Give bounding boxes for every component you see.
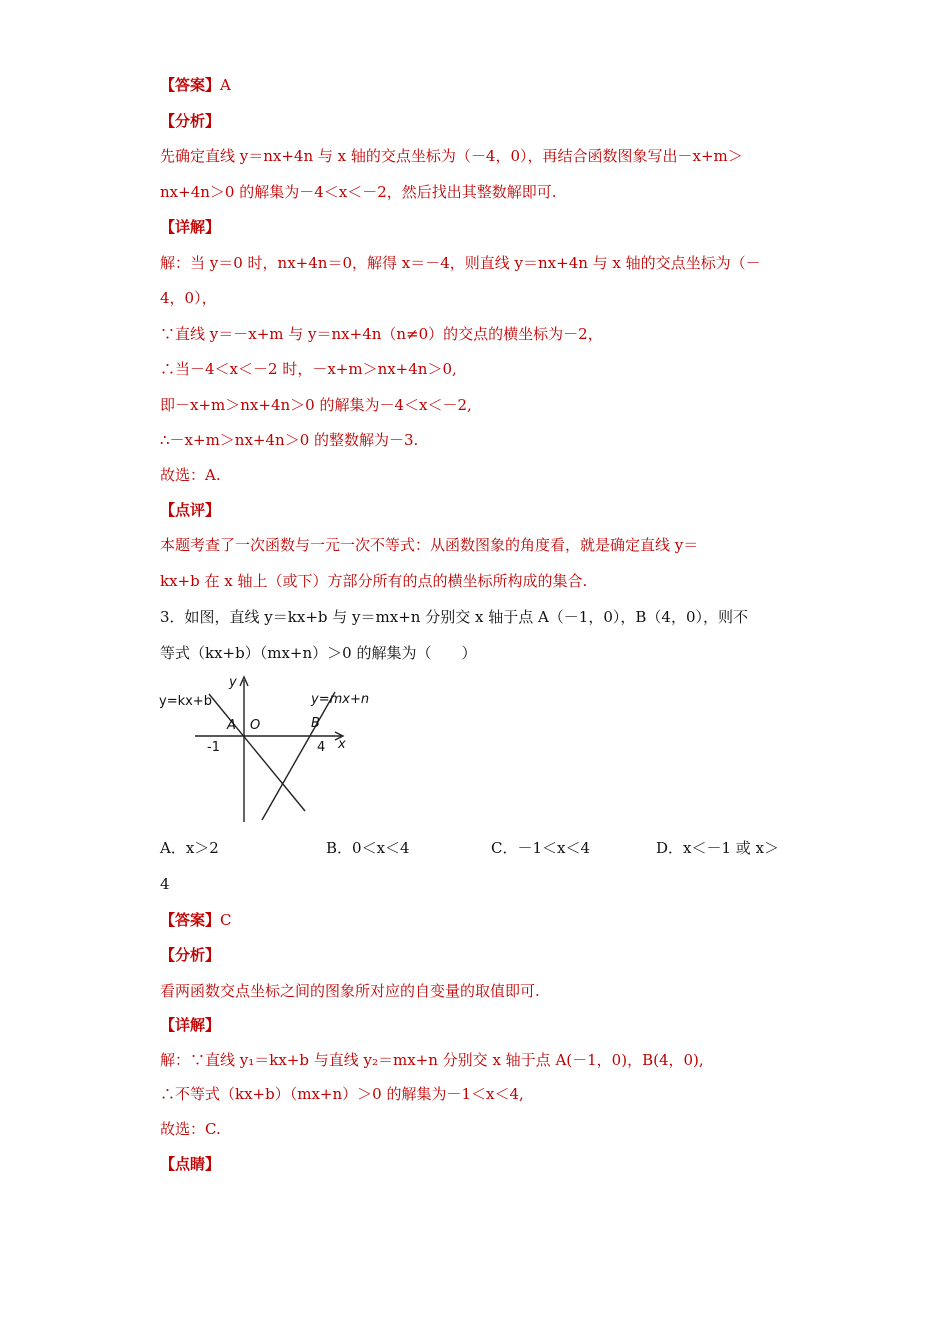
graph-svg [157, 672, 382, 824]
comment-text: kx+b 在 x 轴上（或下）方部分所有的点的横坐标所构成的集合. [160, 572, 588, 590]
option-d-wrap: 4 [160, 875, 170, 893]
label-point-b: B [311, 716, 320, 731]
analysis-text: nx+4n＞0 的解集为－4＜x＜－2，然后找出其整数解即可. [160, 183, 557, 201]
detail-text: ∴－x+m＞nx+4n＞0 的整数解为－3. [160, 431, 419, 449]
q3-detail-text: ∴不等式（kx+b）（mx+n）＞0 的解集为－1＜x＜4, [160, 1085, 524, 1103]
q3-analysis-tag: 【分析】 [160, 946, 221, 964]
comment-text: 本题考查了一次函数与一元一次不等式：从函数图象的角度看，就是确定直线 y＝ [160, 536, 699, 554]
option-b: B．0＜x＜4 [326, 839, 410, 857]
detail-text: ∴当－4＜x＜－2 时，－x+m＞nx+4n＞0, [160, 360, 457, 378]
analysis-tag: 【分析】 [160, 112, 221, 130]
option-c: C．－1＜x＜4 [491, 839, 591, 857]
option-a: A．x＞2 [160, 839, 219, 857]
tick-label-4: 4 [317, 740, 326, 755]
answer-tag: 【答案】 [160, 76, 221, 94]
label-y-axis: y [229, 675, 237, 690]
detail-tag: 【详解】 [160, 218, 221, 236]
analysis-text: 先确定直线 y＝nx+4n 与 x 轴的交点坐标为（－4，0），再结合函数图象写出－x+m＞ [160, 147, 743, 165]
detail-text: 4，0）， [160, 289, 217, 307]
comment-tag: 【点评】 [160, 501, 221, 519]
q3-answer-line [160, 910, 232, 930]
label-line-mx-n: y=mx+n [311, 692, 370, 707]
q3-detail-tag: 【详解】 [160, 1016, 221, 1034]
label-origin: O [250, 718, 261, 733]
answer-line [160, 75, 231, 95]
line-kx-b [209, 694, 305, 811]
question-stem: 3．如图，直线 y＝kx+b 与 y＝mx+n 分别交 x 轴于点 A（－1，0），B（4，0），则不 [160, 608, 748, 626]
detail-text: 故选：A. [160, 466, 221, 484]
q3-tip-tag: 【点睛】 [160, 1155, 221, 1173]
detail-text: 即－x+m＞nx+4n＞0 的解集为－4＜x＜－2, [160, 396, 472, 414]
label-point-a: A [227, 718, 236, 733]
label-x-axis: x [338, 737, 346, 752]
tick-label-neg1: -1 [207, 740, 220, 755]
label-line-kx-b: y=kx+b [159, 694, 212, 709]
detail-text: ∵直线 y＝－x+m 与 y＝nx+4n（n≠0）的交点的横坐标为－2， [160, 325, 603, 343]
detail-text: 解：当 y＝0 时，nx+4n＝0，解得 x＝－4，则直线 y＝nx+4n 与 x 轴的交点坐标为（－ [160, 254, 761, 272]
q3-detail-text: 解：∵直线 y₁＝kx+b 与直线 y₂＝mx+n 分别交 x 轴于点 A(－1，0)，B(4，0), [160, 1051, 704, 1069]
option-d: D．x＜－1 或 x＞ [656, 839, 780, 857]
q3-detail-text: 故选：C. [160, 1120, 221, 1138]
q3-answer-value: C [220, 911, 232, 929]
answer-value: A [220, 76, 231, 94]
question-figure [157, 672, 382, 824]
question-stem: 等式（kx+b）（mx+n）＞0 的解集为（ ） [160, 644, 477, 662]
q3-answer-tag: 【答案】 [160, 911, 221, 929]
line-mx-n [262, 692, 335, 820]
q3-analysis-text: 看两函数交点坐标之间的图象所对应的自变量的取值即可. [160, 982, 540, 1000]
